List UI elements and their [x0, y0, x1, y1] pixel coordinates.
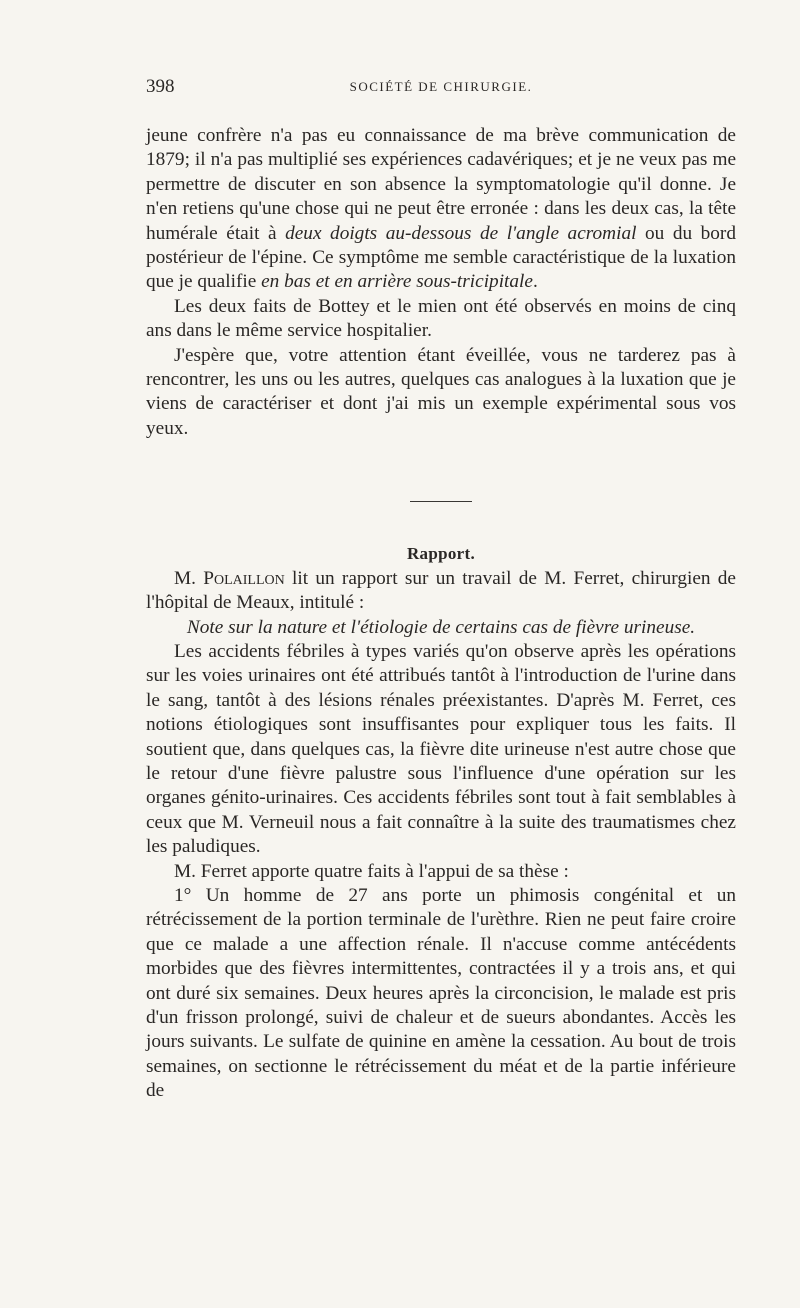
section-divider: [410, 501, 472, 502]
paragraph: M. Ferret apporte quatre faits à l'appui de sa thèse :: [174, 860, 569, 882]
page-body: [146, 124, 736, 1104]
running-head: SOCIÉTÉ DE CHIRURGIE.: [349, 79, 533, 94]
report-intro: [146, 567, 736, 616]
text-run: ou du bord postérieur de l'épine. Ce symptôme me semble caractéristique de la luxation que je qualifie: [146, 222, 736, 293]
page-number: 398: [146, 76, 175, 97]
paragraph: 1° Un homme de 27 ans porte un phimosis congénital et un rétrécissement de la portion terminale de l'urèthre. Rien ne peut faire croire que ce malade a une affection rénale. Il n'accuse comme antécédents morbides que des fièvres intermittentes, contractées il y a trois ans, et qui ont duré six semaines. Deux heures après la circoncision, le malade est pris d'un frisson prolongé, suivi de chaleur et de sueurs abondantes. Accès les jours suivants. Le sulfate de quinine en amène la cessation. Au bout de trois semaines, on sectionne le rétrécissement du méat et de la partie inférieure de: [146, 884, 736, 1102]
paragraph: Les accidents fébriles à types variés qu'on observe après les opérations sur les voies urinaires ont été attribués tantôt à l'introduction de l'urine dans le sang, tantôt à des lésions rénales préexistantes. D'après M. Ferret, ces notions étiologiques sont insuffisantes pour expliquer tous les faits. Il soutient que, dans quelques cas, la fièvre dite urineuse n'est autre chose que le retour d'une fièvre palustre sous l'influence d'une opération sur les organes génito-urinaires. Ces accidents fébriles sont tout à fait semblables à ceux que M. Verneuil nous a fait connaître à la suite des traumatismes chez les paludiques.: [146, 640, 736, 858]
text-run: lit un rapport sur un travail de M. Ferret, chirurgien de l'hôpital de Meaux, intitulé :: [146, 567, 736, 614]
text-run: M.: [174, 567, 204, 589]
note-title: Note sur la nature et l'étiologie de certains cas de fièvre urineuse.: [186, 616, 696, 638]
paragraph-continuation: [146, 124, 736, 295]
section-title: Rapport.: [406, 544, 476, 564]
text-run: jeune confrère n'a pas eu connaissance de ma brève communication de 1879; il n'a pas multiplié ses expériences cadavériques; et je ne veux pas me permettre de discuter en son absence la symptomatologie qu'il donne. Je n'en retiens qu'une chose qui ne peut être erronée : dans les deux cas, la tête humérale était à: [146, 125, 736, 244]
italic-run: en bas et en arrière sous-tricipitale: [261, 271, 533, 293]
text-run: .: [532, 271, 538, 293]
page-header: [146, 76, 736, 102]
author-name: Polaillon: [203, 567, 285, 589]
italic-run: deux doigts au-dessous de l'angle acromial: [285, 222, 637, 244]
paragraph: Les deux faits de Bottey et le mien ont été observés en moins de cinq ans dans le même service hospitalier.: [146, 295, 736, 342]
paragraph: J'espère que, votre attention étant éveillée, vous ne tarderez pas à rencontrer, les uns ou les autres, quelques cas analogues à la luxation que je viens de caractériser et dont j'ai mis un exemple expérimental sous vos yeux.: [146, 344, 736, 439]
